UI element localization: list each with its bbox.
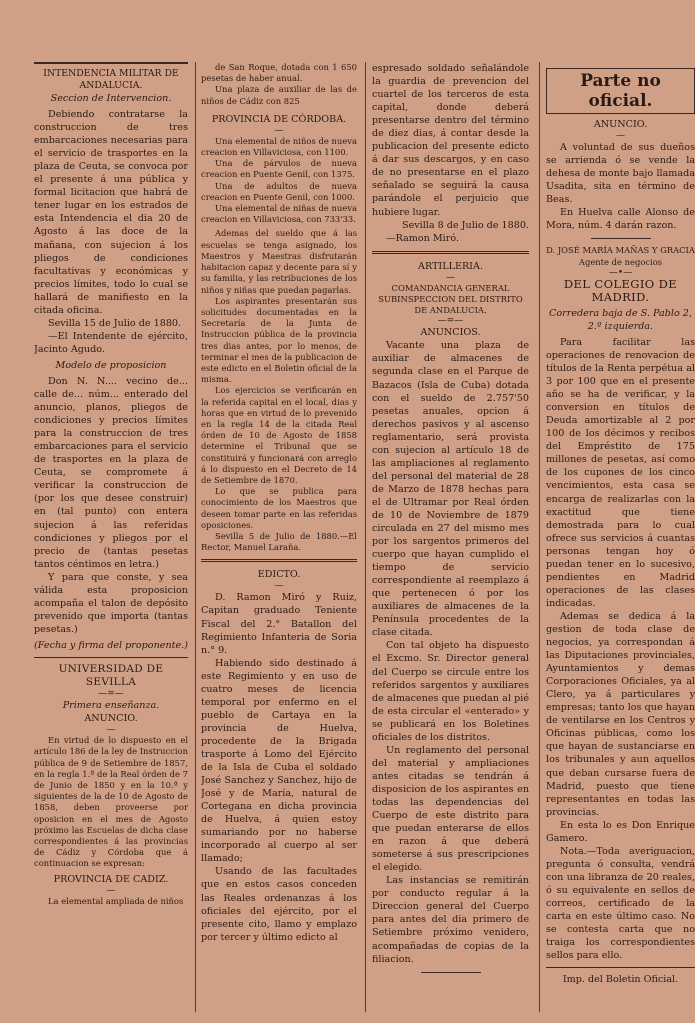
- provincia-cadiz-heading: PROVINCIA DE CADIZ.: [53, 873, 169, 885]
- column-2: de San Roque, dotada con 1 650 pesetas de haber anual. Una plaza de auxiliar de las de niños de Cádiz con 825 PROVINCIA DE CÓRDOBA. — Una elemental de niños de nueva creacion en Villaviciosa, con 1100. Una de párvulos de nueva creacion en Puente Genil, con 1375. Una de adultos de nueva creacion en Puente Genil, con 1000. Una elemental de niñas de nueva creacion en Villaviciosa, con 733'33. Ademas del sueldo que á las escuelas se tenga asignado, los Maestros y Maestras disfrutarán habitacion capaz y decente para sí y su familia, y las retribuciones de los niños y niñas que puedan pagarlas. Los aspirantes presentarán sus solicitudes documentadas en la Secretaría de la Junta de Instruccion pública de la provincia tres dias antes, por lo menos, de terminar el mes de la publicacion de este edicto en el Boletin oficial de la misma. Los ejercicios se verificarán en la referida capital en el local, dias y horas que en virtud de lo prevenido en la regla 14 de la citada Real órden de 10 de Agosto de 1858 determine el Tribunal que se constituirá y funcionará con arreglo á lo dispuesto en el Decreto de 14 de Setiembre de 1870. Lo que se publica para conocimiento de los Maestros que deseen tomar parte en las referidas oposiciones. Sevilla 5 de Julio de 1880.—El Rector, Manuel Laraña. EDICTO. — D. Ramon Miró y Ruiz, Capitan graduado Teniente Fiscal del 2.° Batallon del Regimiento Infanteria de Soria n.° 9. Habiendo sido destinado á este Regimiento y en uso de cuatro meses de licencia temporal por enfermo en el pueblo de Cartaya en la provincia de Huelva, procedente de la Brigada trasporte á Lomo del Ejército de la Isla de Cuba el soldado José Sanchez y Sanchez, hijo de José y de María, natural de Cortegana en dicha provincia de Huelva, á quien estoy sumariando por no haberse incorporado al cuerpo al ser llamado; Usando de las facultades que en estos casos conceden las Reales ordenanzas á los oficiales del ejército, por el presente cito, llamo y emplazo por tercer y último edicto al: [201, 62, 357, 943]
- paragraph: de San Roque, dotada con 1 650 pesetas de haber anual.: [201, 62, 357, 84]
- anuncios-heading: ANUNCIOS.: [420, 327, 481, 339]
- paragraph: Una de adultos de nueva creacion en Puente Genil, con 1000.: [201, 180, 357, 202]
- column-4: Parte no oficial. ANUNCIO. — A voluntad de sus dueños se arrienda ó se vende la dehesa de monte bajo llamada Usadita, sita en término de Beas. En Huelva calle Alonso de Mora, núm. 4 darán razon. D. JOSÉ MARÍA MAÑAS Y GRACIA Agente de negocios —•— DEL COLEGIO DE MADRID. Corredera baja de S. Pablo 2, 2.º izquierda. Para facilitar las operaciones de renovacion de títulos de la Renta perpétua al 3 por 100 que en el presente año se ha de verificar, y la conversion en títulos de Deuda amortizable al 2 por 100 de los décimos y recibos del Empréstito de 175 millones de pesetas, así como de los cupones de los cinco vencimientos, esta casa se encarga de realizarlas con la exactitud que tiene demostrada para lo cual ofrece sus servicios á cuantas personas tengan hoy ó puedan tener en lo sucesivo, pendientes en Madrid operaciones de las clases indicadas. Ademas se dedica á la gestion de toda clase de negocios, ya correspondan á las Diputaciones provinciales, Ayuntamientos y demas Corporaciones Oficiales, ya al Clero, ya á particulares y empresas; tanto los que hayan de ventilarse en los Centros y Oficinas públicas, como los que hayan de sustanciarse en los tribunales y aun aquellos que deban cursarse fuera de Madrid, puesto que tiene representantes en todas las provincias. En esta lo es Don Enrique Gamero. Nota.—Toda averiguacion, pregunta ó consulta, vendrá con una libranza de 20 reales, ó su equivalente en sellos de correos, certificado de la carta en este último caso. No se contesta carta que no traiga los correspondientes sellos para ello. Imp. del Boletin Oficial.: [546, 62, 695, 1020]
- column-rule: [365, 62, 366, 1012]
- paragraph: A voluntad de sus dueños se arrienda ó se vende la dehesa de monte bajo llamada Usadita, sita en término de Beas.: [546, 142, 695, 206]
- paragraph: En Huelva calle Alonso de Mora, núm. 4 darán razon.: [546, 207, 695, 232]
- paragraph: En virtud de lo dispuesto en el artículo 186 de la ley de Instruccion pública de 9 de Setiembre de 1857, en la regla 1.ª de la Real órden de 7 de Junio de 1850 y en la 10.ª y siguientes de la de 10 de Agosto de 1858, deben proveerse por oposicion en el mes de Agosto próximo las Escuelas de dicha clase correspondientes á las provincias de Cádiz y Córdoba que á continuacion se expresan:: [34, 735, 188, 869]
- paragraph: Habiendo sido destinado á este Regimiento y en uso de cuatro meses de licencia temporal por enfermo en el pueblo de Cartaya en la provincia de Huelva, procedente de la Brigada trasporte á Lomo del Ejército de la Isla de Cuba el soldado José Sanchez y Sanchez, hijo de José y de María, natural de Cortegana en dicha provincia de Huelva, á quien estoy sumariando por no haberse incorporado al cuerpo al ser llamado;: [201, 657, 357, 865]
- paragraph: Y para que conste, y sea válida esta proposicion acompaña el talon de depósito prevenido que importa (tantas pesetas.): [34, 571, 188, 635]
- paragraph: Usando de las facultades que en estos casos conceden las Reales ordenanzas á los oficiales del ejército, por el presente cito, llamo y emplazo por tercer y último edicto al: [201, 866, 357, 943]
- paragraph: Los aspirantes presentarán sus solicitudes documentadas en la Secretaría de la Junta de Instruccion pública de la provincia tres dias antes, por lo menos, de terminar el mes de la publicacion de este edicto en el Boletin oficial de la misma.: [201, 295, 357, 385]
- paragraph: Un reglamento del personal del material y ampliaciones antes citadas se tendrán á disposicion de los aspirantes en todas las dependencias del Cuerpo de este distrito para que puedan enterarse de ellos en razon á que deberá someterse á sus prescripciones el elegido.: [372, 744, 529, 874]
- intendencia-heading: INTENDENCIA MILITAR DE ANDALUCIA.: [43, 68, 179, 91]
- universidad-heading: UNIVERSIDAD DE SEVILLA: [58, 662, 164, 689]
- paragraph: Nota.—Toda averiguacion, pregunta ó consulta, vendrá con una libranza de 20 reales, ó su equivalente en sellos de correos, certificado de la carta en este último caso. No se contesta carta que no traiga los correspondientes sellos para ello.: [546, 845, 695, 962]
- date-signature: Sevilla 5 de Julio de 1880.—El Rector, Manuel Laraña.: [201, 530, 357, 553]
- artilleria-heading: ARTILLERIA.: [418, 260, 483, 272]
- date-line: Sevilla 8 de Julio de 1880.: [402, 219, 529, 231]
- signature: —El Intendente de ejército, Jacinto Agudo.: [34, 330, 188, 355]
- paragraph: Ademas se dedica á la gestion de toda clase de negocios, ya correspondan á las Diputaciones provinciales, Ayuntamientos y demas Corporaciones Oficiales, ya al Clero, ya á particulares y empresas; tanto los que hayan de ventilarse en los Centros y Oficinas públicas, como los que hayan de sustanciarse en los tribunales y aun aquellos que deban cursarse fuera de Madrid, puesto que tiene representantes en todas las provincias.: [546, 610, 695, 818]
- agent-role: Agente de negocios: [578, 256, 663, 267]
- colegio-heading: DEL COLEGIO DE MADRID.: [563, 276, 678, 304]
- paragraph: espresado soldado señalándole la guardia de prevencion del cuartel de los terceros de esta capital, donde deberá presentarse dentro del término de diez dias, á contar desde la publicacion del presente edicto á dar sus descargos, y en caso de no presentarse en el plazo señalado se seguirá la causa parándole el perjuicio que hubiere lugar.: [372, 63, 529, 218]
- paragraph: Una elemental de niños de nueva creacion en Villaviciosa, con 1100.: [201, 135, 357, 158]
- paragraph: Debiendo contratarse la construccion de tres embarcaciones necesarias para el servicio de trasportes en la plaza de Ceuta, se convoca por el presente á una pública y formal licitacion que habrá de tener lugar en los estrados de esta Intendencia el dia 20 de Agosto á las doce de la mañana, con sujecion á los pliegos de condiciones facultativas y económicas y precios límites, todo lo cual se hallará de manifiesto en la citada oficina.: [34, 109, 188, 316]
- column-3: espresado soldado señalándole la guardia de prevencion del cuartel de los terceros de esta capital, donde deberá presentarse dentro del término de diez dias, á contar desde la publicacion del presente edicto á dar sus descargos, y en caso de no presentarse en el plazo señalado se seguirá la causa parándole el perjuicio que hubiere lugar. Sevilla 8 de Julio de 1880. —Ramon Miró. ARTILLERIA. — COMANDANCIA GENERAL SUBINSPECCION DEL DISTRITO DE ANDALUCIA. —=— ANUNCIOS. Vacante una plaza de auxiliar de almacenes de segunda clase en el Parque de Bazacos (Isla de Cuba) dotada con el sueldo de 2.757'50 pesetas anuales, opcion á derechos pasivos y al ascenso reglamentario, será provista con sujecion al artículo 18 de las ampliaciones al reglamento del personal del material de 28 de Marzo de 1878 hechas para el de Ultramar por Real órden de 10 de Noviembre de 1879 circulada en 27 del mismo mes por los sargentos primeros del cuerpo que hayan cumplido el tiempo de servicio correspondiente al reemplazo á que pertenecen ó por los auxiliares de almacenes de la Península procedentes de la clase citada. Con tal objeto ha dispuesto el Excmo. Sr. Director general del Cuerpo se circule entre los referidos sargentos y auxiliares de almacenes que puedan al pié de esta circular el «enterado» y se publicará en los Boletines oficiales de los distritos. Un reglamento del personal del material y ampliaciones antes citadas se tendrán á disposicion de los aspirantes en todas las dependencias del Cuerpo de este distrito para que puedan enterarse de ellos en razon á que deberá someterse á sus prescripciones el elegido. Las instancias se remitirán por conducto regular á la Direccion general del Cuerpo para antes del dia primero de Setiembre próximo venidero, acompañadas de copias de la filiacion.: [372, 62, 529, 1020]
- address: Corredera baja de S. Pablo 2, 2.º izquierda.: [549, 307, 692, 332]
- edicto-heading: EDICTO.: [257, 569, 301, 581]
- anuncio-heading: ANUNCIO.: [593, 119, 648, 130]
- parte-no-oficial-title: Parte no oficial.: [546, 68, 695, 114]
- column-rule: [539, 62, 540, 1012]
- paragraph: Vacante una plaza de auxiliar de almacenes de segunda clase en el Parque de Bazacos (Isla de Cuba) dotada con el sueldo de 2.757'50 pesetas anuales, opcion á derechos pasivos y al ascenso reglamentario, será provista con sujecion al artículo 18 de las ampliaciones al reglamento del personal del material de 28 de Marzo de 1878 hechas para el de Ultramar por Real órden de 10 de Noviembre de 1879 circulada en 27 del mismo mes por los sargentos primeros del cuerpo que hayan cumplido el tiempo de servicio correspondiente al reemplazo á que pertenecen ó por los auxiliares de almacenes de la Península procedentes de la clase citada.: [372, 340, 529, 639]
- agent-name: D. JOSÉ MARÍA MAÑAS Y GRACIA: [546, 245, 695, 256]
- signature: —Ramon Miró.: [386, 232, 459, 244]
- anuncio-heading: ANUNCIO.: [84, 713, 138, 725]
- primera-heading: Primera enseñanza.: [62, 700, 160, 712]
- paragraph: En esta lo es Don Enrique Gamero.: [546, 819, 695, 844]
- column-rule: [195, 62, 196, 1012]
- paragraph: Una de párvulos de nueva creacion en Puente Genil, con 1375.: [201, 158, 357, 180]
- column-1: INTENDENCIA MILITAR DE ANDALUCIA. Seccion de Intervencion. Debiendo contratarse la construccion de tres embarcaciones necesarias para el servicio de trasportes en la plaza de Ceuta, se convoca por el presente á una pública y formal licitacion que habrá de tener lugar en los estrados de esta Intendencia el dia 20 de Agosto á las doce de la mañana, con sujecion á los pliegos de condiciones facultativas y económicas y precios límites, todo lo cual se hallará de manifiesto en la citada oficina. Sevilla 15 de Julio de 1880. —El Intendente de ejército, Jacinto Agudo. Modelo de proposicion Don N. N.... vecino de... calle de... núm... enterado del anuncio, planos, pliegos de condiciones y precios límites para la construccion de tres embarcaciones para el servicio de trasportes en la plaza de Ceuta, se compromete á verificar la construccion de (por los que desee construir) en (tal punto) con entera sujecion á las referidas condiciones y pliegos por el precio de (tantas pesetas tantos céntimos en letra.) Y para que conste, y sea válida esta proposicion acompaña el talon de depósito prevenido que importa (tantas pesetas.) (Fecha y firma del proponente.) UNIVERSIDAD DE SEVILLA —=— Primera enseñanza. ANUNCIO. — En virtud de lo dispuesto en el artículo 186 de la ley de Instruccion pública de 9 de Setiembre de 1857, en la regla 1.ª de la Real órden de 7 de Junio de 1850 y en la 10.ª y siguientes de la de 10 de Agosto de 1858, deben proveerse por oposicion en el mes de Agosto próximo las Escuelas de dicha clase correspondientes á las provincias de Cádiz y Córdoba que á continuacion se expresan: PROVINCIA DE CADIZ. — La elemental ampliada de niños: [34, 68, 188, 906]
- paragraph: Una elemental de niñas de nueva creacion en Villaviciosa, con 733'33.: [201, 203, 357, 225]
- comandancia-heading: COMANDANCIA GENERAL SUBINSPECCION DEL DISTRITO DE ANDALUCIA.: [378, 282, 523, 316]
- paragraph: Para facilitar las operaciones de renovacion de títulos de la Renta perpétua al 3 por 100 que en el presente año se ha de verificar, y la conversion en títulos de Deuda amortizable al 2 por 100 de los décimos y recibos del Empréstito de 175 millones de pesetas, así como de los cupones de los cinco vencimientos, esta casa se encarga de realizarlas con la exactitud que tiene demostrada para lo cual ofrece sus servicios á cuantas personas tengan hoy ó puedan tener en lo sucesivo, pendientes en Madrid operaciones de las clases indicadas.: [546, 336, 695, 609]
- date-line: Sevilla 15 de Julio de 1880.: [48, 317, 182, 329]
- paragraph: Don N. N.... vecino de... calle de... núm... enterado del anuncio, planos, pliegos de condiciones y precios límites para la construccion de tres embarcaciones para el servicio de trasportes en la plaza de Ceuta, se compromete á verificar la construccion de (por los que desee construir) en (tal punto) con entera sujecion á las referidas condiciones y pliegos por el precio de (tantas pesetas tantos céntimos en letra.): [34, 375, 188, 570]
- fecha-firma: (Fecha y firma del proponente.): [34, 639, 188, 651]
- seccion-heading: Seccion de Intervencion.: [50, 93, 172, 104]
- paragraph: La elemental ampliada de niños: [48, 895, 184, 906]
- modelo-heading: Modelo de proposicion: [55, 359, 167, 371]
- paragraph: Los ejercicios se verificarán en la referida capital en el local, dias y horas que en virtud de lo prevenido en la regla 14 de la citada Real órden de 10 de Agosto de 1858 determine el Tribunal que se constituirá y funcionará con arreglo á lo dispuesto en el Decreto de 14 de Setiembre de 1870.: [201, 385, 357, 485]
- imprenta: Imp. del Boletin Oficial.: [562, 974, 679, 986]
- provincia-cordoba-heading: PROVINCIA DE CÓRDOBA.: [211, 113, 347, 125]
- paragraph: Una plaza de auxiliar de las de niños de Cádiz con 825: [201, 84, 357, 106]
- paragraph: Con tal objeto ha dispuesto el Excmo. Sr. Director general del Cuerpo se circule entre los referidos sargentos y auxiliares de almacenes que puedan al pié de esta circular el «enterado» y se publicará en los Boletines oficiales de los distritos.: [372, 640, 529, 743]
- paragraph: Las instancias se remitirán por conducto regular á la Direccion general del Cuerpo para antes del dia primero de Setiembre próximo venidero, acompañadas de copias de la filiacion.: [372, 875, 529, 965]
- paragraph: D. Ramon Miró y Ruiz, Capitan graduado Teniente Fiscal del 2.° Batallon del Regimiento Infanteria de Soria n.° 9.: [201, 592, 357, 656]
- paragraph: Ademas del sueldo que á las escuelas se tenga asignado, los Maestros y Maestras disfrutarán habitacion capaz y decente para sí y su familia, y las retribuciones de los niños y niñas que puedan pagarlas.: [201, 228, 357, 295]
- paragraph: Lo que se publica para conocimiento de los Maestros que deseen tomar parte en las referidas oposiciones.: [201, 486, 357, 530]
